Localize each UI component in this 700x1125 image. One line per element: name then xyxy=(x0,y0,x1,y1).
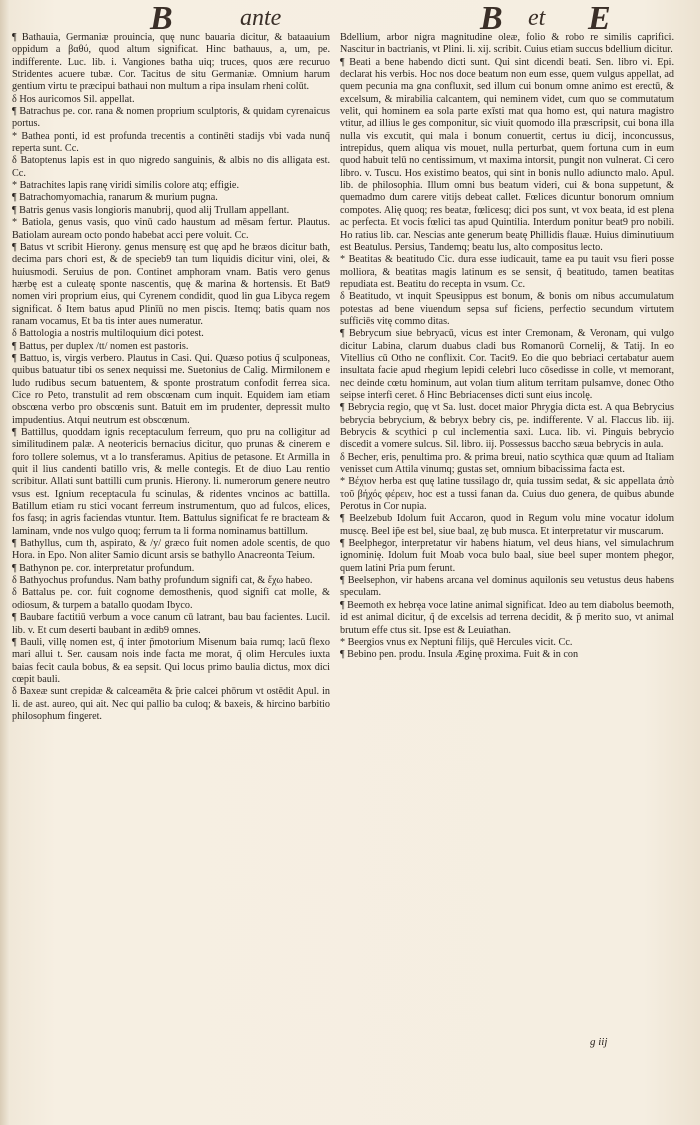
dictionary-entry: ¶ Bathynon pe. cor. interpretatur profundum. xyxy=(12,562,195,574)
dictionary-entry: ¶ Beelsephon, vir habens arcana vel dominus aquilonis seu vetustus deus habens speculam. xyxy=(340,575,674,599)
header-right-letter1: B xyxy=(480,0,503,37)
dictionary-entry: δ Battologia a nostris multiloquium dici potest. xyxy=(12,328,204,340)
header-right-word: et xyxy=(528,5,546,31)
header-left-letter: B xyxy=(150,0,173,37)
gutter-shadow xyxy=(0,0,10,1125)
dictionary-entry: * Bathea ponti, id est profunda trecentis a continēti stadijs vbi vada nunq̃ reperta sunt. Cc. xyxy=(12,130,330,155)
dictionary-entry: ¶ Battillus, quoddam ignis receptaculum ferreum, quo pru na colligitur ad similitudinem palæ. A neotericis bernacius dicitur, quo prunas & cinerem e foro tollere solemus, vt a lo transferamus. Apitius de petasone. Et Armilla in quit il lius candenti batillo vris, & melle contegis. Et de diuo Lau rentio scribitur. Allati sunt battilli cum prunis. Hierony. li. numerorum genere neutro vsus est. Ignium receptacula fu scinulas, & ridentes vncinos ac battilla. Batillum etiam ru stici vocant ferreum instrumentum, quo ad fulcos, elices, fos fasq; in agris faciendas vtuntur. Item. Battulus significat fe re bracteam & laminam, vnde nos vulgo quoq; ferrum ta li forma nominamus battillum. xyxy=(12,427,330,537)
dictionary-entry: δ Baxeæ sunt crepidæ & calceamēta & ̃prie calcei phōrum vt ostēdit Apul. in li. de ast. aureo, qui ait. Nec qui pallio ba culoq; & baxeis, & hircino barbitio philosophum fingeret. xyxy=(12,686,330,722)
dictionary-entry: ¶ Battuo, is, virgis verbero. Plautus in Casi. Qui. Quæso potius q̃ sculponeas, quibus batuatur tibi os senex nequissi me. Suetonius de Calig. Mirmilonem e ludo rudibus secum batuentem, & sponte prostratum confodit ferrea sica. Cice ro Peto, transtulit ad rem obscœnam cum inquit. Equidem iam etiam obscœna verbo pro obscœnis sunt. Batuit em im prudenter, depressit multo impudentius. Atqui neutrum est obscœnum. xyxy=(12,352,330,426)
dictionary-entry: δ Beatitudo, vt inquit Speusippus est bonum, & bonis om nibus accumulatum potestas ad bene viuendum sepsa suf ficiens, perfectio secundum virtutem sufficiēs vitę commo ditas. xyxy=(340,291,674,327)
dictionary-entry: ¶ Bebrycum siue bebryacū, vicus est inter Cremonam, & Veronam, qui vulgo dicitur Labina, clarum duabus cladi bus Romanorū Cornelij, & Tatij. In eo Vitellius cū Otho ne conflixit. Cor. Tacit9. Eo die quo bebriaci certabatur auem insultata facie apud rhegium lepidi celebri luco cōsedisse in colle, vt memorant, nec deinde cœtu hominum, aut volan tium alitum territam pulsamve, donec Otho seipse interfi ceret. δ Hinc Bebriacenses dicti sunt eius incolę. xyxy=(340,328,674,401)
dictionary-entry: * Beatitas & beatitudo Cic. dura esse iudicauit, tame ea pu tauit vsu fieri posse molliora, & beatitas magis latinum es se sensit, q̃ beatitudo, tamen beatitas repudiata est. Beatitu do recepta in vsum. Cc. xyxy=(340,254,674,290)
dictionary-entry: ¶ Bebino pen. produ. Insula Æginę proxima. Fuit & in con xyxy=(340,649,579,661)
dictionary-entry: ¶ Batris genus vasis longioris manubrij, quod alij Trullam appellant. xyxy=(12,204,290,216)
dictionary-entry: ¶ Baubare factitiū verbum a voce canum cū latrant, bau bau facientes. Lucil. lib. v. Et cum deserti baubant in ædib9 omnes. xyxy=(12,612,330,636)
dictionary-entry: δ Hos auricomos Sil. appellat. xyxy=(12,93,135,105)
header-right-letter2: E xyxy=(588,0,611,37)
left-column xyxy=(12,32,330,723)
dictionary-entry: ¶ Bathauia, Germaniæ prouincia, quę nunc bauaria dicitur, & bataauium oppidum a βαθύ, quod altum significat. Hinc bathauus, a, um, pe. indifferente. Luc. lib. i. Vangiones batha uiq; truces, quos ære recuruo Stridentes acuere tubæ. Cor. Tacitus de situ Germaniæ. Omnium harum gentium virtu te præcipui bathaui non multum a ripa insulam rheni colūt. xyxy=(12,32,330,93)
dictionary-entry: ¶ Battus, per duplex /tt/ nomen est pastoris. xyxy=(12,340,189,352)
dictionary-entry: * Batrachites lapis ranę viridi similis colore atq; effigie. xyxy=(12,180,239,192)
dictionary-entry: ¶ Beelphegor, interpretatur vir habens hiatum, vel deus hians, vel simulachrum ignominię. Idolum fuit Moab voca bulo baal, siue beel super montem phegor, quem latini Pria pum ferunt. xyxy=(340,538,674,574)
dictionary-entry: * Beergios vnus ex Neptuni filijs, quē Hercules vicit. Cc. xyxy=(340,636,573,648)
dictionary-entry: Bdellium, arbor nigra magnitudine oleæ, folio & robo re similis caprifici. Nascitur in bactrianis, vt Plini. li. xij. scribit. Cuius etiam succus bdellium dicitur. xyxy=(340,32,674,56)
dictionary-entry: ¶ Bauli, villę nomen est, q̃ inter p̃motorium Misenum baia rumq; lacū flexo mari allui t. Ser. causam nois inde facta me morat, q̃ olim Hercules iuxta baias fecit caula bobus, & ea sepsit. Qui locus primo baulia dictus, mox dici cœpit bauli. xyxy=(12,636,330,685)
dictionary-entry: ¶ Beelzebub Idolum fuit Accaron, quod in Regum volu mine vocatur idolum muscę. Beel ip̃e est bel, siue baal, zę bub musca. Et interpretatur vir muscarum. xyxy=(340,513,674,537)
dictionary-entry: ¶ Beemoth ex hebręa voce latine animal significat. Ideo au tem diabolus beemoth, id est animal dicitur, q̃ de excelsis ad terrena decidit, & p̃ merito suo, vt animal brutum effe ctus sit. Ipse est & Leuiathan. xyxy=(340,599,674,636)
dictionary-entry: ¶ Bathyllus, cum th, aspirato, & /y/ græco fuit nomen adole scentis, de quo Hora. in Epo. Non aliter Samio dicunt arsis se bathyllo Anacreonta Teium. xyxy=(12,538,330,562)
dictionary-entry: δ Becher, eris, penultima pro. & prima breui, natio scythica quæ quum ad Italiam venisset cum Attila vinumq; gustas set, omnium bibacissima facta est. xyxy=(340,451,674,476)
dictionary-entry: ¶ Beati a bene habendo dicti sunt. Qui sint dicendi beati. Sen. libro vi. Epi. declarat his verbis. Hoc nos doce beatum non eum esse, quem vulgus appellat, ad quem pecunia ma gna confluxit, sed illum cui bonum omne animo est erectū, & excelsum, & mirabilia calcantem, qui neminem videt, cum quo se commutatum velit, qui hominem ea sola parte exīsti mat qua homo est, qui natura magistro vtitur, ad illius le ges componitur, sic viuit quomodo illa præscripsit, cui bona illa nulla vis excutit, qui mala i bonum conuertit, certus iu dicij, inconcussus, intrepidus, quem aliqua vis mouet, nulla perturbat, quem fortuna cum in eum quod habuit telū no centissimum, vt maxima intorsit, pungit non vulnerat. Ci cero libro. v. Tuscu. Hos existimo beatos, qui sint in bonis nullo adiuncto malo. Apul. lib. de philosophia. Illum omni bus beatum videri, cui & bona suppetunt, & quemadmo dum carere vitijs debeat callet. Fœlices dicuntur bonorum omnium compotes. Alię quoq; res beatæ, fœlicesq; dici pos sunt, vt vox beata, id est plena ac perfecta. Et vocis fœlici tas apud Quintilia. Interdum ponitur beat9 pro nobili. Ho ratius lib. car. Nescias ante generum beatę Phillidis flauæ. Huius diminutiuum est Beatulus. Persius, Tandemq; beatu lus, alto compositus lecto. xyxy=(340,56,674,253)
dictionary-entry: δ Battalus pe. cor. fuit cognome demosthenis, quod signifi cat molle, & odiosum, & turpem a batallo quodam Ibyco. xyxy=(12,587,330,611)
right-column xyxy=(340,32,674,662)
dictionary-entry: δ Bathyochus profundus. Nam bathy profundum signifi cat, & ἔχω habeo. xyxy=(12,575,313,587)
dictionary-entry: ¶ Batrachomyomachia, ranarum & murium pugna. xyxy=(12,192,218,204)
dictionary-entry: * Batiola, genus vasis, quo vinū cado haustum ad mēsam fertur. Plautus. Batiolam auream octo pondo habebat acci pere voluit. Cc. xyxy=(12,217,330,241)
dictionary-entry: ¶ Batus vt scribit Hierony. genus mensurę est quę apd he bræos dicitur bath, decima pars chori est, & de specieb9 tan tum liquidis dicitur vini, olei, & huiusmodi. Seruius de pon. Continet amphoram vnam. Batis vero genus hærbę est a culeatę sponte nascentis, quę & marina & hortensis. Et Bat9 nomen viri proprium eius, qui Cyrenem condidit, quod lin gua Libyca regem significat. δ Item batus apud Plinīū no men piscis. Itemq; batis quam nos ranam vocamus, Et ba tis inter aues numeratur. xyxy=(12,241,330,327)
header-left-word: ante xyxy=(240,5,282,31)
running-header xyxy=(0,0,700,37)
dictionary-entry: ¶ Bebrycia regio, quę vt Sa. lust. docet maior Phrygia dicta est. A qua Bebrycius bebrycia bebrycium, & bebryx bebry cis, pe. indifferente. V al. Flaccus lib. iij. Bebrycis & scythici p cul inclementia saxi. Luca. lib. vi. Pinguis bebrycio discedit a vomere sulcus. Sil. libro. iij. Possessus baccho sæua bebrycis in aula. xyxy=(340,402,674,451)
dictionary-entry: ¶ Batrachus pe. cor. rana & nomen proprium sculptoris, & quidam cyrenaicus portus. xyxy=(12,106,330,130)
signature-mark: g iij xyxy=(590,1036,608,1048)
dictionary-entry: * Βέχιον herba est quę latine tussilago dr, quia tussim sedat, & sic appellata ἀπὸ τοῦ βήχός φέρειν, hoc est a tussi fanan da. Cuius duo genera, de quibus abunde Perotus in Cor nupia. xyxy=(340,476,674,513)
dictionary-entry: δ Batoptenus lapis est in quo nigredo sanguinis, & albis no dis alligata est. Cc. xyxy=(12,155,330,179)
